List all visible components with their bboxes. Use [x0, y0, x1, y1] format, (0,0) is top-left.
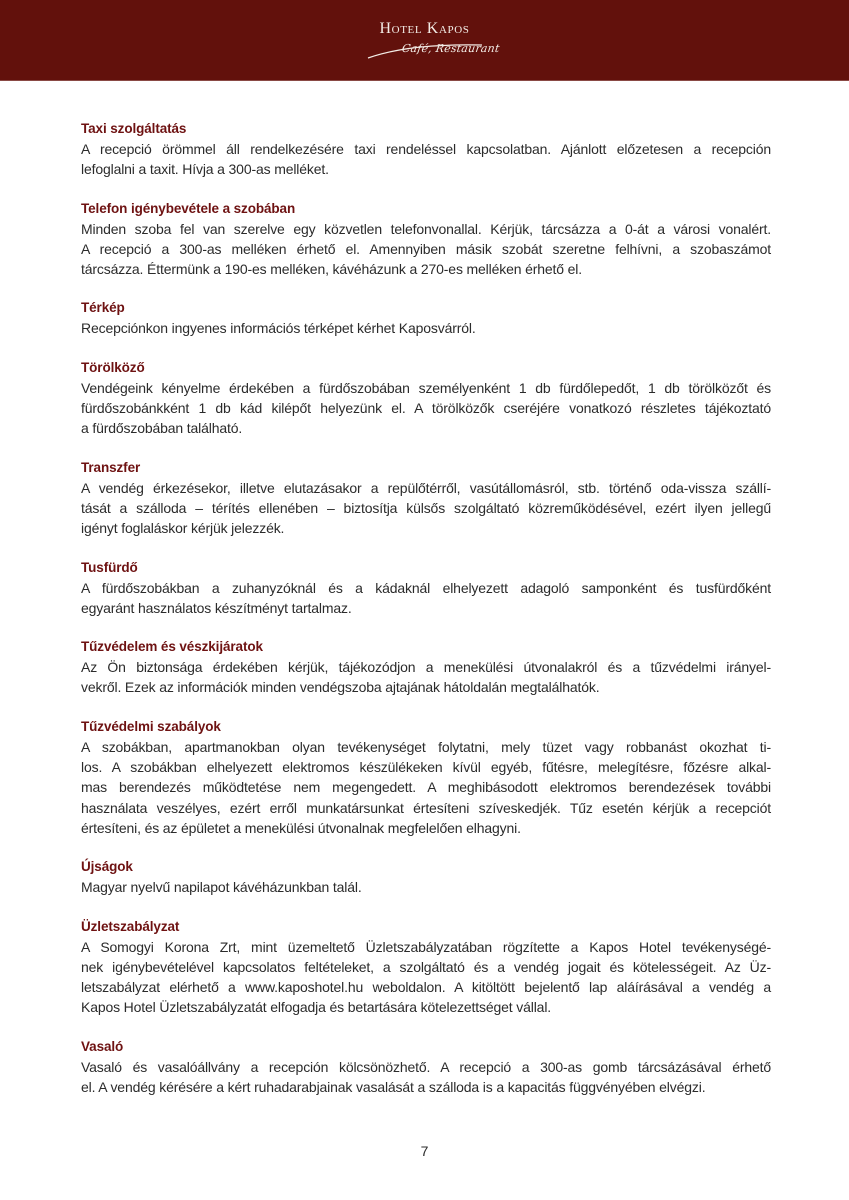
section	[81, 857, 771, 897]
body-line: mas berendezés működtetése nem megengedett. A meghibásodott elektromos berendezések további	[81, 779, 771, 796]
body-line: Minden szoba fel van szerelve egy közvetlen telefonvonallal. Kérjük, tárcsázza a 0-át a városi vonalért.	[81, 220, 771, 237]
section	[81, 717, 771, 838]
section-body	[81, 318, 771, 338]
body-line: a fürdőszobában található.	[81, 420, 243, 437]
section-title: Újságok	[81, 859, 133, 875]
header-bar	[0, 0, 849, 81]
body-line: Vendégeink kényelme érdekében a fürdőszobában személyenként 1 db fürdőlepedőt, 1 db törölközőt és	[81, 379, 771, 396]
section-title: Üzletszabályzat	[81, 918, 180, 934]
section-body	[81, 139, 771, 180]
section	[81, 558, 771, 619]
section	[81, 1037, 771, 1098]
body-line: tását a szálloda – térítés ellenében – biztosítja külsős szolgáltató közreműködésével, ezért ilyen jellegű	[81, 499, 771, 516]
body-line: Kapos Hotel Üzletszabályzatát elfogadja és betartására kötelezettséget vállal.	[81, 999, 552, 1016]
body-line: el. A vendég kérésére a kért ruhadarabjainak vasalását a szálloda is a kapacitás függvényében elvégzi.	[81, 1079, 706, 1096]
hotel-logo	[0, 20, 849, 61]
body-line: A recepció a 300-as melléken érhető el. Amennyiben másik szobát szeretne felhívni, a szobaszámot	[81, 240, 771, 257]
body-line: los. A szobákban elhelyezett elektromos készülékeken kívül egyéb, fűtésre, melegítésre, főzésre alkal-	[81, 759, 771, 776]
section-title: Tusfürdő	[81, 559, 138, 575]
body-line: Vasaló és vasalóállvány a recepción kölcsönözhető. A recepció a 300-as gomb tárcsázásával érhető	[81, 1058, 771, 1075]
section-title: Vasaló	[81, 1038, 124, 1054]
section	[81, 458, 771, 539]
section	[81, 358, 771, 439]
body-line: vekről. Ezek az információk minden vendégszoba ajtajának hátoldalán megtalálhatók.	[81, 679, 600, 696]
section-body	[81, 378, 771, 439]
section-body	[81, 937, 771, 1018]
body-line: letszabályzat elérhető a www.kaposhotel.hu weboldalon. A kitöltött bejelentő lap aláírásával a vendég a	[81, 979, 771, 996]
body-line: A szobákban, apartmanokban olyan tevékenységet folytatni, mely tüzet vagy robbanást okozhat ti-	[81, 738, 771, 755]
body-line: A vendég érkezésekor, illetve elutazásakor a repülőtérről, vasútállomásról, stb. történő oda-vissza szállí-	[81, 479, 771, 496]
body-line: használata veszélyes, ezért erről munkatársunkat értesíteni szíveskedjék. Tűz esetén kérjük a recepciót	[81, 799, 771, 816]
section-body	[81, 478, 771, 539]
body-line: A fürdőszobákban a zuhanyzóknál és a kádaknál elhelyezett adagoló samponként és tusfürdőként	[81, 579, 771, 596]
section-title: Térkép	[81, 300, 125, 316]
section-title: Tűzvédelmi szabályok	[81, 718, 221, 734]
body-line: igényt foglaláskor kérjük jelezzék.	[81, 520, 285, 537]
section	[81, 298, 771, 338]
body-line: egyaránt használatos készítményt tartalmaz.	[81, 599, 352, 616]
body-line: értesíteni, és az épületet a menekülési útvonalnak megfelelően elhagyni.	[81, 819, 521, 836]
section-body	[81, 219, 771, 280]
section-title: Transzfer	[81, 459, 141, 475]
body-line: Magyar nyelvű napilapot kávéházunkban talál.	[81, 879, 362, 896]
section-body	[81, 737, 771, 838]
page-number: 7	[420, 1143, 429, 1159]
section	[81, 917, 771, 1018]
logo-subtitle: Café, Restaurant	[401, 42, 501, 55]
body-line: Az Ön biztonsága érdekében kérjük, tájékozódjon a menekülési útvonalakról és a tűzvédelmi irányel-	[81, 659, 771, 676]
section	[81, 199, 771, 280]
section	[81, 119, 771, 180]
body-line: nek igénybevételével kapcsolatos feltételeket, a szolgáltató és a vendég jogait és kötelességeit. Az Üz-	[81, 958, 771, 975]
body-line: A recepció örömmel áll rendelkezésére taxi rendeléssel kapcsolatban. Ajánlott előzetesen a recepción	[81, 141, 771, 157]
logo-title: Hotel Kapos	[379, 20, 470, 37]
section-title: Taxi szolgáltatás	[81, 121, 187, 136]
body-line: fürdőszobánkként 1 db kád kilépőt helyezünk el. A törölközők cseréjére vonatkozó részletes tájékoztató	[81, 400, 771, 417]
body-line: Recepciónkon ingyenes információs térképet kérhet Kaposvárról.	[81, 320, 476, 337]
section-body	[81, 578, 771, 619]
body-line: lefoglalni a taxit. Hívja a 300-as melléket.	[81, 161, 329, 178]
document-body	[81, 119, 771, 1116]
section-title: Törölköző	[81, 359, 145, 375]
section-title: Tűzvédelem és vészkijáratok	[81, 639, 263, 655]
section-body	[81, 877, 771, 897]
section-body	[81, 657, 771, 698]
section-body	[81, 1057, 771, 1098]
section	[81, 637, 771, 698]
body-line: A Somogyi Korona Zrt, mint üzemeltető Üzletszabályzatában rögzítette a Kapos Hotel tevékenységé-	[81, 938, 771, 955]
body-line: tárcsázza. Éttermünk a 190-es melléken, kávéházunk a 270-es melléken érhető el.	[81, 261, 582, 278]
section-title: Telefon igénybevétele a szobában	[81, 200, 296, 216]
